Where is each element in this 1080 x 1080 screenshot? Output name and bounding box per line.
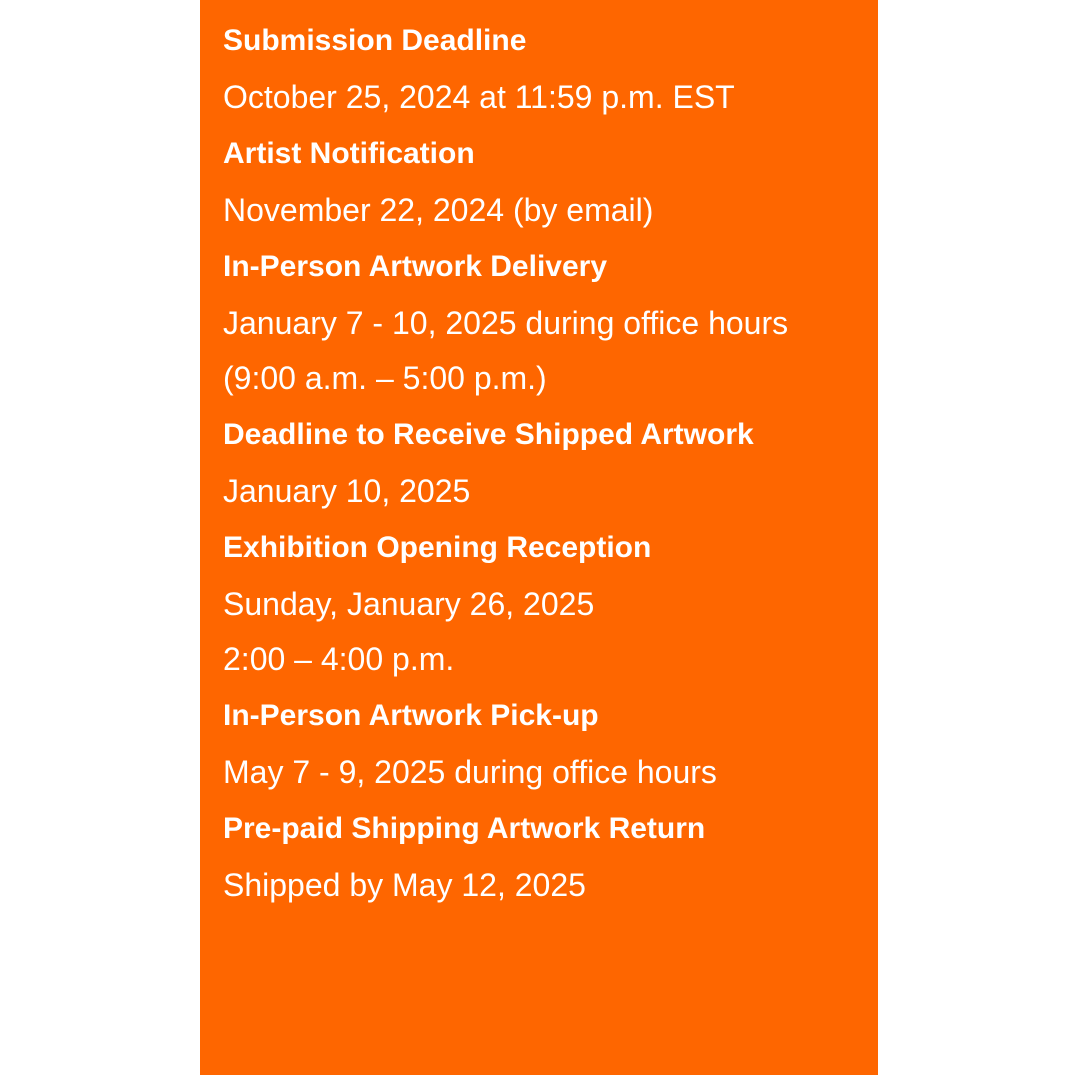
entry-detail: Shipped by May 12, 2025: [223, 867, 586, 903]
entry-detail: (9:00 a.m. – 5:00 p.m.): [223, 360, 547, 396]
entry-heading: Deadline to Receive Shipped Artwork: [223, 418, 754, 451]
schedule-entry-artist-notification: [223, 135, 878, 229]
entry-heading: Artist Notification: [223, 137, 475, 170]
schedule-panel: [200, 0, 878, 1075]
entry-detail: November 22, 2024 (by email): [223, 192, 654, 228]
entry-heading: Pre-paid Shipping Artwork Return: [223, 812, 706, 845]
entry-heading: Exhibition Opening Reception: [223, 531, 652, 564]
entry-detail: 2:00 – 4:00 p.m.: [223, 641, 455, 677]
entry-detail: May 7 - 9, 2025 during office hours: [223, 754, 717, 790]
schedule-entry-submission-deadline: [223, 22, 878, 116]
entry-heading: In-Person Artwork Pick-up: [223, 699, 599, 732]
schedule-entry-artwork-delivery: [223, 248, 878, 397]
entry-detail: January 10, 2025: [223, 473, 471, 509]
entry-heading: Submission Deadline: [223, 24, 527, 57]
entry-detail: October 25, 2024 at 11:59 p.m. EST: [223, 79, 735, 115]
entry-detail: January 7 - 10, 2025 during office hours: [223, 305, 789, 341]
schedule-entry-opening-reception: [223, 529, 878, 678]
schedule-entry-shipping-return: [223, 810, 878, 904]
entry-detail: Sunday, January 26, 2025: [223, 586, 595, 622]
schedule-entry-artwork-pickup: [223, 697, 878, 791]
schedule-entry-shipped-artwork-deadline: [223, 416, 878, 510]
entry-heading: In-Person Artwork Delivery: [223, 250, 608, 283]
